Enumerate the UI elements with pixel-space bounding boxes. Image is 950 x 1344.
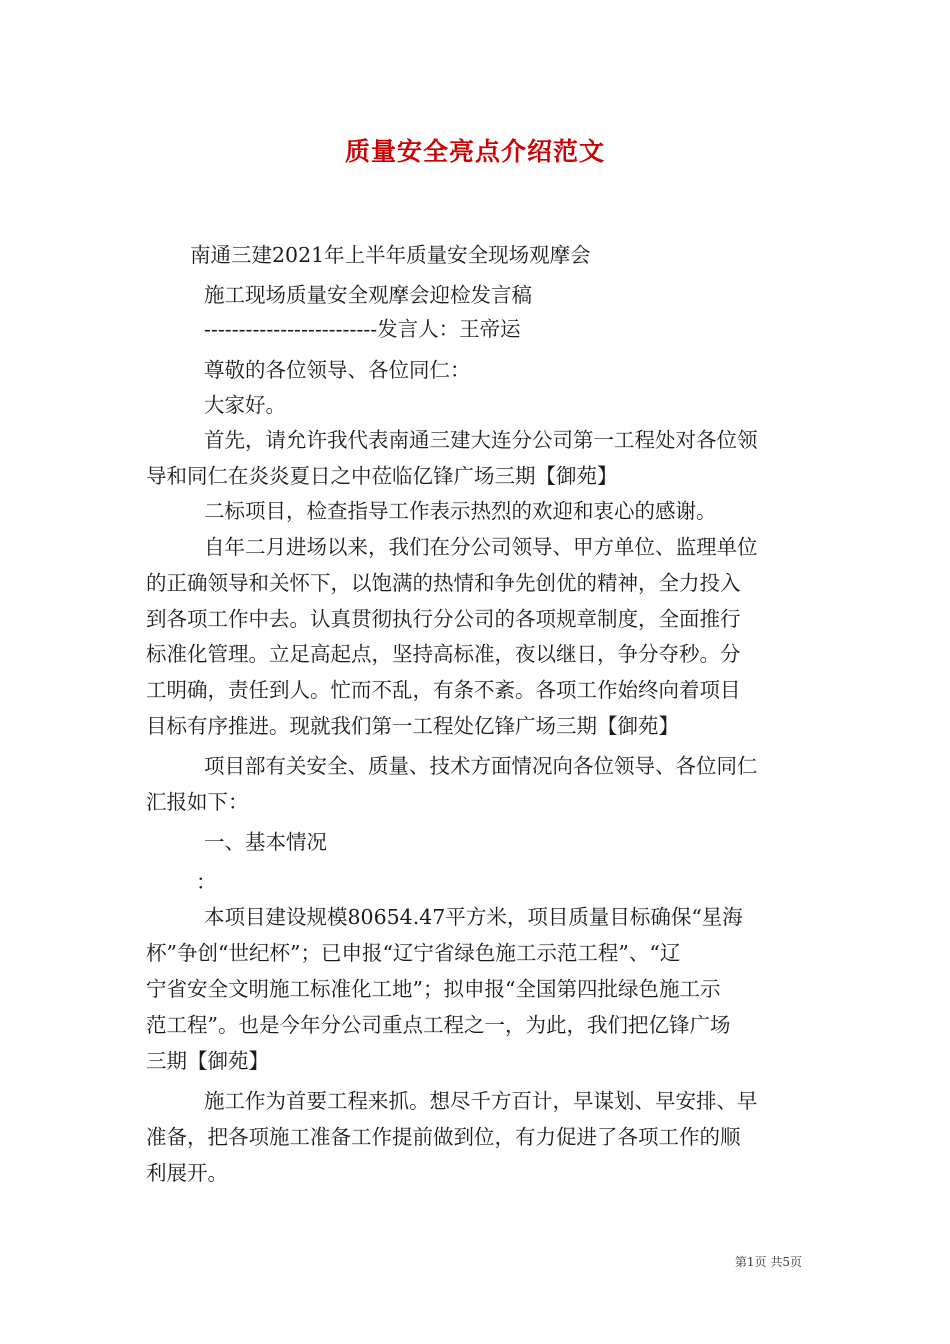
page-title: 质量安全亮点介绍范文 xyxy=(344,137,605,166)
page-footer: 第1页 共5页 xyxy=(734,1255,802,1269)
body-line: 准备，把各项施工准备工作提前做到位，有力促进了各项工作的顺 xyxy=(146,1125,741,1149)
body-line: 大家好。 xyxy=(204,393,286,417)
header-line: -------------------------发言人：王帝运 xyxy=(204,317,521,341)
body-line: 项目部有关安全、质量、技术方面情况向各位领导、各位同仁 xyxy=(204,754,758,778)
body-line: 宁省安全文明施工标准化工地”；拟申报“全国第四批绿色施工示 xyxy=(146,977,721,1001)
body-line: 首先，请允许我代表南通三建大连分公司第一工程处对各位领 xyxy=(204,428,758,452)
body-line: 工明确，责任到人。忙而不乱，有条不紊。各项工作始终向着项目 xyxy=(146,678,741,702)
body-line: 目标有序推进。现就我们第一工程处亿锋广场三期【御苑】 xyxy=(146,714,679,738)
body-line: 导和同仁在炎炎夏日之中莅临亿锋广场三期【御苑】 xyxy=(146,464,618,488)
body-line: 施工作为首要工程来抓。想尽千方百计，早谋划、早安排、早 xyxy=(204,1089,758,1113)
body-line: 杯”争创“世纪杯”；已申报“辽宁省绿色施工示范工程”、“辽 xyxy=(146,941,681,965)
header-line: 南通三建2021年上半年质量安全现场观摩会 xyxy=(190,243,591,267)
body-line: 利展开。 xyxy=(146,1161,228,1185)
body-line: 一、基本情况 xyxy=(204,830,327,854)
body-line: 到各项工作中去。认真贯彻执行分公司的各项规章制度，全面推行 xyxy=(146,607,741,631)
body-line: 三期【御苑】 xyxy=(146,1049,269,1073)
header-line: 施工现场质量安全观摩会迎检发言稿 xyxy=(204,283,532,307)
body-line: 自年二月进场以来，我们在分公司领导、甲方单位、监理单位 xyxy=(204,535,758,559)
body-line: 本项目建设规模80654.47平方米，项目质量目标确保“星海 xyxy=(204,905,743,929)
body-line: 汇报如下： xyxy=(146,790,249,814)
body-line: 二标项目，检查指导工作表示热烈的欢迎和衷心的感谢。 xyxy=(204,499,717,523)
body-line: 范工程”。也是今年分公司重点工程之一，为此，我们把亿锋广场 xyxy=(146,1013,731,1037)
body-line: 尊敬的各位领导、各位同仁： xyxy=(204,358,471,382)
body-line: 的正确领导和关怀下，以饱满的热情和争先创优的精神，全力投入 xyxy=(146,571,741,595)
body-line: ： xyxy=(196,870,217,894)
body-line: 标准化管理。立足高起点，坚持高标准，夜以继日，争分夺秒。分 xyxy=(146,642,741,666)
